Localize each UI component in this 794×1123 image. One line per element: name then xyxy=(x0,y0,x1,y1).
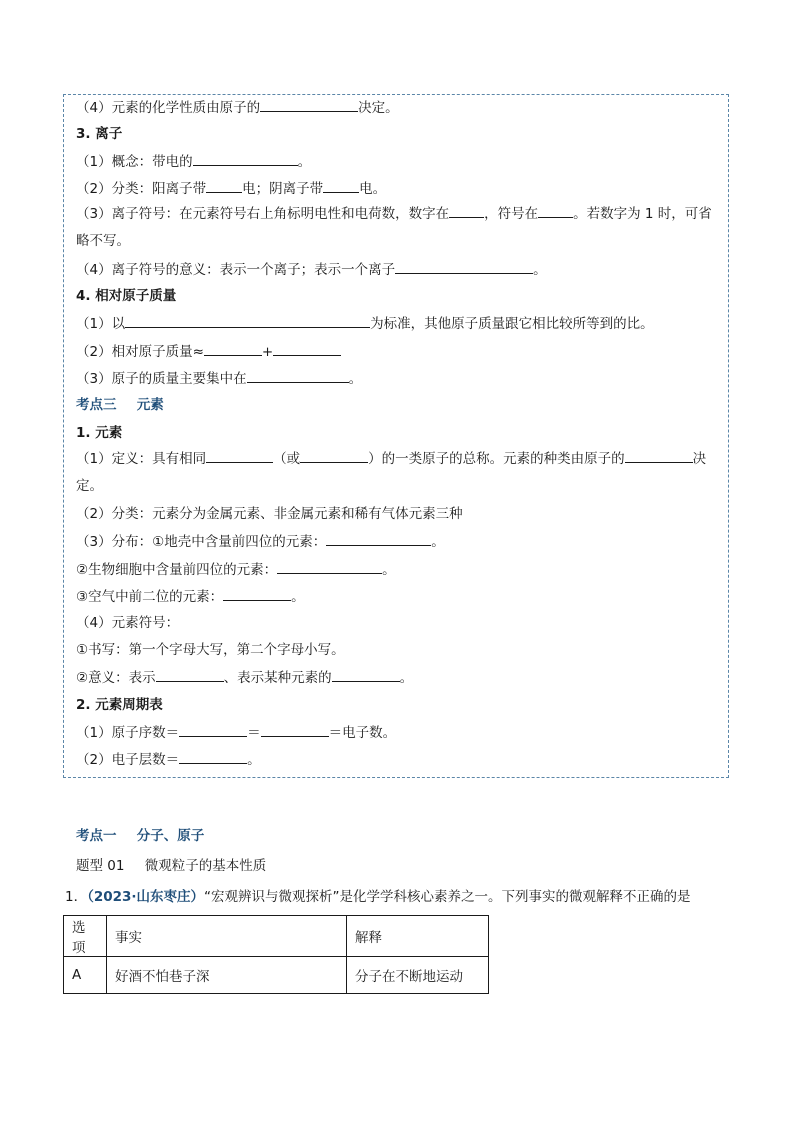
text: ②生物细胞中含量前四位的元素： xyxy=(76,562,278,578)
ion-classification xyxy=(76,179,386,198)
blank xyxy=(261,723,329,737)
heading-element: 1. 元素 xyxy=(76,425,123,441)
table-header-cell: 选项 xyxy=(64,916,107,957)
text: 。 xyxy=(382,562,396,578)
blank xyxy=(125,314,370,328)
text: 电；阴离子带 xyxy=(242,181,324,197)
heading-atomic-mass: 4. 相对原子质量 xyxy=(76,288,177,304)
table-cell: 分子在不断地运动 xyxy=(347,957,489,994)
text: 。 xyxy=(348,371,363,387)
text: 。 xyxy=(533,262,547,278)
element-distribution xyxy=(76,532,445,551)
table-header-row xyxy=(64,916,489,957)
text: 。 xyxy=(399,670,414,686)
text: 元素 xyxy=(136,397,164,413)
heading-periodic-table: 2. 元素周期表 xyxy=(76,697,163,713)
text: 。 xyxy=(431,534,445,550)
text: （或 xyxy=(273,451,301,467)
text: 。若数字为 1 时，可省略不写。 xyxy=(76,206,712,249)
element-symbol-writing: ①书写：第一个字母大写，第二个字母小写。 xyxy=(76,642,345,658)
blank xyxy=(206,179,242,193)
element-distribution-3 xyxy=(76,587,305,606)
text: + xyxy=(261,344,274,360)
kaodian-3-heading xyxy=(76,396,164,414)
text: 电。 xyxy=(359,181,387,197)
blank xyxy=(156,668,224,682)
element-distribution-2 xyxy=(76,560,396,579)
ion-meaning xyxy=(76,260,547,279)
text: （4）元素的化学性质由原子的 xyxy=(76,100,261,116)
blank xyxy=(204,342,262,356)
text: （1）以 xyxy=(76,316,126,332)
atomic-mass-2 xyxy=(76,342,341,361)
blank xyxy=(625,449,693,463)
text: 微观粒子的基本性质 xyxy=(144,858,267,874)
blank xyxy=(193,152,298,166)
text: （1）原子序数＝ xyxy=(76,725,180,741)
text: ③空气中前二位的元素： xyxy=(76,589,224,605)
text: 考点三 xyxy=(76,397,117,413)
table-cell: 好酒不怕巷子深 xyxy=(107,957,347,994)
blank xyxy=(300,449,368,463)
heading-ion: 3. 离子 xyxy=(76,126,123,142)
table-header-cell: 解释 xyxy=(347,916,489,957)
text: （2）相对原子质量≈ xyxy=(76,344,204,360)
ion-symbol xyxy=(76,201,720,255)
text: ，符号在 xyxy=(484,206,539,222)
blank xyxy=(449,204,484,218)
text: ＝ xyxy=(247,725,261,741)
question-source: （2023·山东枣庄） xyxy=(87,889,205,905)
blank xyxy=(332,668,400,682)
question-number: 1． xyxy=(65,889,88,905)
kaodian-1-heading xyxy=(76,827,204,845)
text: （4）离子符号的意义：表示一个离子；表示一个离子 xyxy=(76,262,396,278)
blank xyxy=(247,369,349,383)
text: 、表示某种元素的 xyxy=(223,670,332,686)
text: 分子、原子 xyxy=(136,828,205,844)
text: ②意义：表示 xyxy=(76,670,156,686)
blank xyxy=(277,560,382,574)
text: （3）分布：①地壳中含量前四位的元素： xyxy=(76,534,327,550)
text: 考点一 xyxy=(76,828,117,844)
question-text: “宏观辨识与微观探析”是化学学科核心素养之一。下列事实的微观解释不正确的是 xyxy=(204,889,691,905)
text: （1）定义：具有相同 xyxy=(76,451,207,467)
text: 为标准，其他原子质量跟它相比较所等到的比。 xyxy=(370,316,654,332)
text: 。 xyxy=(297,154,312,170)
blank xyxy=(538,204,573,218)
blank xyxy=(260,98,358,112)
atomic-mass-3 xyxy=(76,369,362,388)
answer-table xyxy=(63,915,489,994)
text: （1）概念：带电的 xyxy=(76,154,193,170)
question-type xyxy=(76,857,266,875)
element-symbol-meaning xyxy=(76,668,413,687)
text: （3）原子的质量主要集中在 xyxy=(76,371,247,387)
box-line-4 xyxy=(76,98,399,117)
periodic-table-2 xyxy=(76,750,261,769)
text: 。 xyxy=(291,589,305,605)
text: 决定。 xyxy=(358,100,399,116)
text: （2）电子层数＝ xyxy=(76,752,180,768)
text: ＝电子数。 xyxy=(328,725,397,741)
blank xyxy=(395,260,533,274)
text: ）的一类原子的总称。元素的种类由原子的 xyxy=(368,451,625,467)
table-header-cell: 事实 xyxy=(107,916,347,957)
blank xyxy=(223,587,291,601)
blank xyxy=(179,750,247,764)
text: （2）分类：阳离子带 xyxy=(76,181,207,197)
question-1 xyxy=(65,888,691,906)
text: 决定。 xyxy=(76,451,707,494)
blank xyxy=(179,723,247,737)
periodic-table-1 xyxy=(76,723,396,742)
element-symbol: （4）元素符号： xyxy=(76,615,180,631)
blank xyxy=(273,342,341,356)
blank xyxy=(323,179,359,193)
atomic-mass-1 xyxy=(76,314,654,333)
element-definition xyxy=(76,446,720,500)
table-row xyxy=(64,957,489,994)
blank xyxy=(326,532,431,546)
element-classification: （2）分类：元素分为金属元素、非金属元素和稀有气体元素三种 xyxy=(76,506,463,522)
text: （3）离子符号：在元素符号右上角标明电性和电荷数，数字在 xyxy=(76,206,450,222)
text: 。 xyxy=(247,752,261,768)
blank xyxy=(206,449,273,463)
table-cell: A xyxy=(64,957,107,994)
ion-concept xyxy=(76,152,311,171)
text: 题型 01 xyxy=(76,858,125,874)
